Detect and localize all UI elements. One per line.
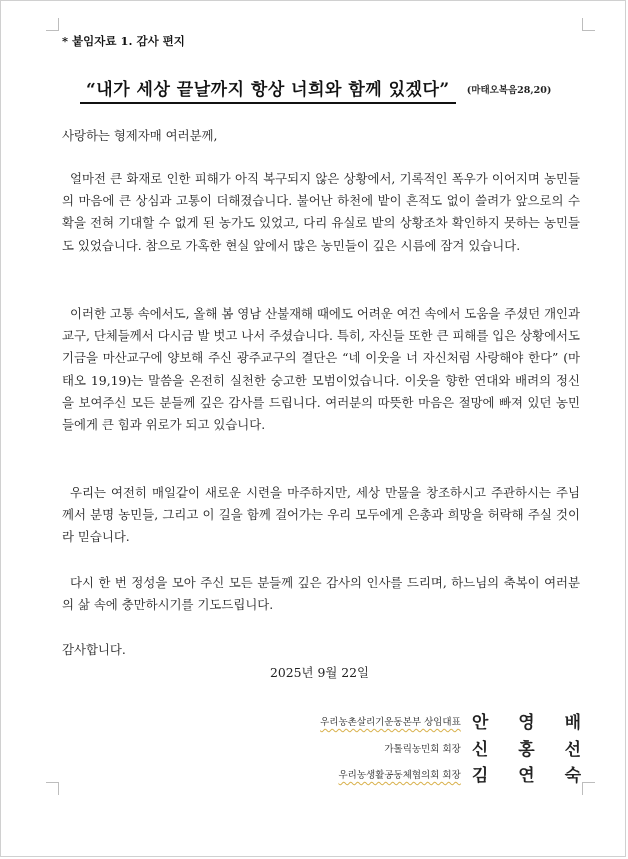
paragraph-1: 얼마전 큰 화재로 인한 피해가 아직 복구되지 않은 상황에서, 기록적인 폭우가 이어지며 농민들의 마음에 큰 상심과 고통이 더해졌습니다. 불어난 하천에 밭이 흔적도 없이 쓸려가 앞으로의 수확을 전혀 기대할 수 없게 된 농가도 있었고, 다리 유실로 밭의 상황조차 확인하지 못하는 농민들도 있었습니다. 참으로 가혹한 현실 앞에서 많은 농민들이 깊은 시름에 잠겨 있습니다. xyxy=(62,171,580,253)
signature-row xyxy=(384,735,593,760)
letter-date: 2025년 9월 22일 xyxy=(270,665,369,680)
margin-corner-bottom-left xyxy=(46,782,59,795)
signature-name: 김 연 숙 xyxy=(471,766,593,786)
signature-name: 안 영 배 xyxy=(471,713,593,733)
title-row xyxy=(80,75,580,104)
greeting: 사랑하는 형제자매 여러분께, xyxy=(62,128,218,143)
paragraph-4: 다시 한 번 정성을 모아 주신 모든 분들께 깊은 감사의 인사를 드리며, 하느님의 축복이 여러분의 삶 속에 충만하시기를 기도드립니다. xyxy=(62,575,580,613)
signature-row xyxy=(320,708,593,733)
signature-name: 신 홍 선 xyxy=(471,740,593,760)
margin-corner-top-left xyxy=(46,18,59,31)
signature-row xyxy=(338,761,593,786)
margin-corner-top-right xyxy=(582,18,595,31)
bible-reference: (마태오복음28,20) xyxy=(466,85,552,96)
signature-org: 가톨릭농민회 회장 xyxy=(384,744,461,755)
paragraph-2: 이러한 고통 속에서도, 올해 봄 영남 산불재해 때에도 어려운 여건 속에서 도움을 주셨던 개인과 교구, 단체들께서 다시금 발 벗고 나서 주셨습니다. 특히, 자신들 또한 큰 피해를 입은 상황에서도 기금을 마산교구에 양보해 주신 광주교구의 결단은 “네 이웃을 너 자신처럼 사랑해야 한다” (마태오 19,19)는 말씀을 온전히 실천한 숭고한 모범이었습니다. 이웃을 향한 연대와 배려의 정신을 보여주신 모든 분들께 깊은 감사를 드립니다. 여러분의 따뜻한 마음은 절망에 빠져 있던 농민들에게 큰 힘과 위로가 되고 있습니다. xyxy=(62,306,580,433)
attachment-label: * 붙임자료 1. 감사 편지 xyxy=(62,34,185,48)
letter-title: “내가 세상 끝날까지 항상 너희와 함께 있겠다” xyxy=(80,75,456,104)
paragraph-3: 우리는 여전히 매일같이 새로운 시련을 마주하지만, 세상 만물을 창조하시고 주관하시는 주님께서 분명 농민들, 그리고 이 길을 함께 걸어가는 우리 모두에게 은총과 희망을 허락해 주실 것이라 믿습니다. xyxy=(62,485,580,545)
closing: 감사합니다. xyxy=(62,642,126,657)
signature-org: 우리농생활공동체협의회 회장 xyxy=(338,770,461,781)
signature-org: 우리농촌살리기운동본부 상임대표 xyxy=(320,717,461,728)
